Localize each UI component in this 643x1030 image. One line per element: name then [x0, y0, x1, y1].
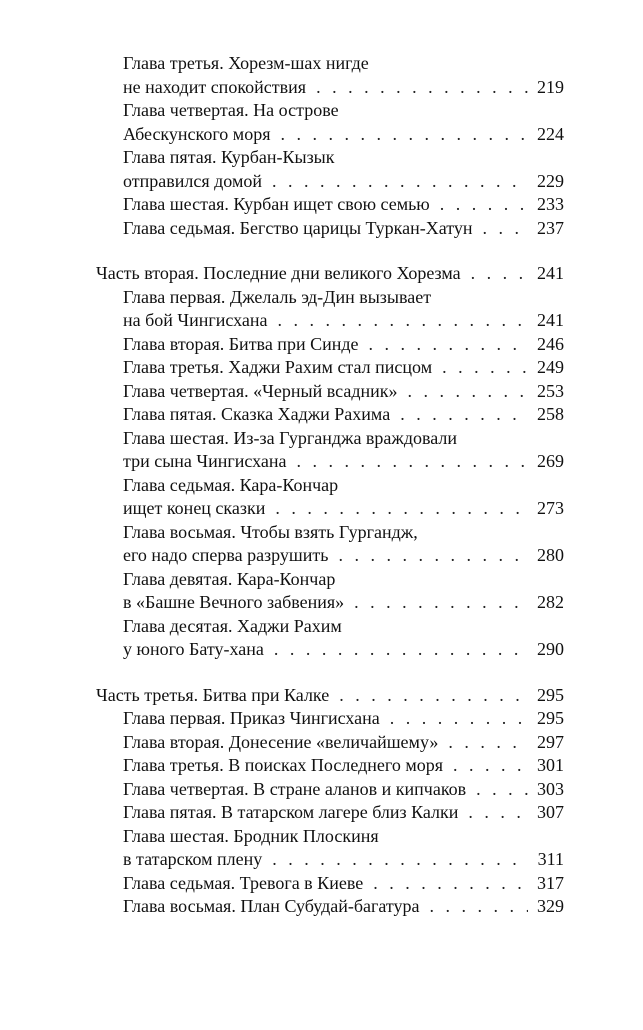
- chapter-title: не находит спокойствия: [123, 76, 307, 97]
- dot-leader: [339, 544, 529, 568]
- toc-chapter-entry[interactable]: [96, 146, 564, 193]
- page-number: 280: [537, 545, 564, 565]
- chapter-title: Глава пятая. В татарском лагере близ Калки: [123, 802, 459, 822]
- dot-leader: [272, 848, 528, 872]
- toc-entry-line: [96, 707, 564, 731]
- toc-entry-line: [96, 356, 564, 380]
- page-number: 301: [537, 755, 564, 775]
- toc-entry-line: [96, 76, 564, 100]
- toc-entry-line: [96, 450, 564, 474]
- toc-chapter-entry[interactable]: [96, 403, 564, 427]
- page-number: 233: [537, 194, 564, 214]
- chapter-title: Глава четвертая. «Черный всадник»: [123, 380, 398, 401]
- dot-leader: [442, 356, 528, 380]
- toc-chapter-entry[interactable]: [96, 825, 564, 872]
- page-number: 307: [537, 802, 564, 822]
- toc-entry-line: [96, 170, 564, 194]
- dot-leader: [408, 380, 529, 404]
- toc-chapter-entry[interactable]: [96, 99, 564, 146]
- chapter-title: Глава шестая. Курбан ищет свою семью: [123, 194, 430, 214]
- dot-leader: [440, 193, 528, 217]
- chapter-title: ищет конец сказки: [123, 498, 266, 518]
- chapter-title: Абескунского моря: [123, 123, 271, 144]
- page-number: 282: [537, 592, 564, 612]
- toc-entry-line: [96, 778, 564, 802]
- toc-entry-line: [96, 123, 564, 147]
- chapter-title: Глава девятая. Кара-Кончар: [123, 568, 336, 589]
- dot-leader: [316, 76, 528, 100]
- chapter-title: Глава шестая. Бродник Плоскиня: [123, 825, 379, 846]
- toc-entry-line: [96, 146, 564, 170]
- toc-entry-line: [96, 848, 564, 872]
- chapter-title: Глава седьмая. Тревога в Киеве: [123, 872, 364, 893]
- toc-entry-line: [96, 333, 564, 357]
- toc-entry-line: [96, 403, 564, 427]
- chapter-title: Глава восьмая. Чтобы взять Гургандж,: [123, 521, 418, 542]
- chapter-title: Глава пятая. Сказка Хаджи Рахима: [123, 404, 391, 424]
- toc-chapter-entry[interactable]: [96, 872, 564, 896]
- toc-chapter-entry[interactable]: [96, 801, 564, 825]
- chapter-title: Глава первая. Приказ Чингисхана: [123, 708, 380, 728]
- chapter-title: на бой Чингисхана: [123, 310, 268, 330]
- toc-chapter-entry[interactable]: [96, 380, 564, 404]
- page-number: 241: [537, 263, 564, 283]
- toc-entry-line: [96, 801, 564, 825]
- toc-entry-line: [96, 474, 564, 498]
- chapter-title: Глава третья. Хорезм-шах нигде: [123, 53, 369, 73]
- toc-entry-line: [96, 427, 564, 451]
- page-number: 219: [537, 76, 564, 97]
- toc-entry-line: [96, 380, 564, 404]
- dot-leader: [453, 754, 528, 778]
- page-number: 273: [537, 498, 564, 518]
- dot-leader: [272, 170, 528, 194]
- chapter-title: в татарском плену: [123, 849, 263, 869]
- chapter-title: Глава четвертая. На острове: [123, 100, 339, 120]
- chapter-title: Глава пятая. Курбан-Кызык: [123, 147, 335, 167]
- chapter-title: Глава вторая. Донесение «величайшему»: [123, 731, 439, 752]
- toc-entry-line: [96, 544, 564, 568]
- toc-section: [96, 52, 564, 240]
- chapter-title: Глава десятая. Хаджи Рахим: [123, 615, 342, 636]
- chapter-title: Глава вторая. Битва при Синде: [123, 333, 359, 354]
- page-number: 303: [537, 778, 564, 799]
- toc-section: [96, 262, 564, 662]
- page-number: 295: [537, 708, 564, 728]
- toc-entry-line: [96, 825, 564, 849]
- dot-leader: [430, 895, 528, 919]
- toc-entry-line: [96, 193, 564, 217]
- dot-leader: [274, 638, 528, 662]
- page-number: 241: [537, 310, 564, 330]
- toc-entry-line: [96, 99, 564, 123]
- dot-leader: [448, 731, 528, 755]
- toc-chapter-entry[interactable]: [96, 778, 564, 802]
- dot-leader: [354, 591, 528, 615]
- toc-entry-line: [96, 895, 564, 919]
- toc-entry-line: [96, 731, 564, 755]
- dot-leader: [373, 872, 528, 896]
- toc-entry-line: [96, 568, 564, 592]
- dot-leader: [280, 123, 528, 147]
- chapter-title: Глава шестая. Из-за Гурганджа враждовали: [123, 427, 458, 448]
- page-number: 253: [537, 380, 564, 401]
- dot-leader: [400, 403, 528, 427]
- toc-chapter-entry[interactable]: [96, 474, 564, 521]
- chapter-title: Глава седьмая. Бегство царицы Туркан-Хатун: [123, 217, 473, 238]
- page-number: 317: [537, 872, 564, 893]
- toc-part-entry[interactable]: [96, 262, 564, 286]
- page-number: 311: [537, 849, 564, 869]
- table-of-contents: [96, 52, 564, 919]
- chapter-title: у юного Бату-хана: [123, 639, 264, 659]
- toc-chapter-entry[interactable]: [96, 568, 564, 615]
- toc-section: [96, 684, 564, 919]
- toc-entry-line: [96, 286, 564, 310]
- toc-entry-line: [96, 684, 564, 708]
- toc-entry-line: [96, 872, 564, 896]
- toc-chapter-entry[interactable]: [96, 707, 564, 731]
- chapter-title: Глава третья. Хаджи Рахим стал писцом: [123, 357, 433, 377]
- toc-entry-line: [96, 52, 564, 76]
- toc-chapter-entry[interactable]: [96, 754, 564, 778]
- toc-chapter-entry[interactable]: [96, 427, 564, 474]
- toc-chapter-entry[interactable]: [96, 286, 564, 333]
- toc-chapter-entry[interactable]: [96, 52, 564, 99]
- toc-entry-line: [96, 309, 564, 333]
- part-title: Часть вторая. Последние дни великого Хорезма: [96, 263, 461, 283]
- page-number: 246: [537, 333, 564, 354]
- chapter-title: три сына Чингисхана: [123, 451, 287, 471]
- toc-entry-line: [96, 638, 564, 662]
- page-number: 224: [537, 123, 564, 144]
- page-number: 249: [537, 357, 564, 377]
- chapter-title: отправился домой: [123, 170, 262, 191]
- chapter-title: Глава седьмая. Кара-Кончар: [123, 474, 339, 495]
- chapter-title: в «Башне Вечного забвения»: [123, 592, 345, 612]
- toc-chapter-entry[interactable]: [96, 731, 564, 755]
- toc-entry-line: [96, 615, 564, 639]
- page-number: 297: [537, 731, 564, 752]
- chapter-title: Глава третья. В поисках Последнего моря: [123, 755, 443, 775]
- toc-chapter-entry[interactable]: [96, 521, 564, 568]
- chapter-title: Глава восьмая. План Субудай-багатура: [123, 896, 420, 916]
- chapter-title: Глава первая. Джелаль эд-Дин вызывает: [123, 286, 432, 307]
- dot-leader: [339, 684, 528, 708]
- toc-entry-line: [96, 262, 564, 286]
- toc-entry-line: [96, 217, 564, 241]
- page-number: 258: [537, 404, 564, 424]
- toc-chapter-entry[interactable]: [96, 895, 564, 919]
- page-number: 290: [537, 639, 564, 659]
- toc-part-entry[interactable]: [96, 684, 564, 708]
- dot-leader: [278, 309, 528, 333]
- toc-chapter-entry[interactable]: [96, 333, 564, 357]
- dot-leader: [483, 217, 528, 241]
- toc-entry-line: [96, 521, 564, 545]
- toc-chapter-entry[interactable]: [96, 615, 564, 662]
- page-number: 329: [537, 896, 564, 916]
- page-number: 237: [537, 217, 564, 238]
- part-title: Часть третья. Битва при Калке: [96, 684, 330, 705]
- toc-entry-line: [96, 754, 564, 778]
- chapter-title: его надо сперва разрушить: [123, 545, 329, 565]
- dot-leader: [275, 497, 528, 521]
- page-number: 229: [537, 170, 564, 191]
- dot-leader: [471, 262, 528, 286]
- toc-entry-line: [96, 497, 564, 521]
- toc-chapter-entry[interactable]: [96, 356, 564, 380]
- toc-entry-line: [96, 591, 564, 615]
- chapter-title: Глава четвертая. В стране аланов и кипчаков: [123, 778, 467, 799]
- page-number: 269: [537, 451, 564, 471]
- toc-chapter-entry[interactable]: [96, 217, 564, 241]
- dot-leader: [369, 333, 529, 357]
- dot-leader: [476, 778, 528, 802]
- page-number: 295: [537, 684, 564, 705]
- dot-leader: [297, 450, 528, 474]
- dot-leader: [390, 707, 528, 731]
- dot-leader: [468, 801, 528, 825]
- toc-chapter-entry[interactable]: [96, 193, 564, 217]
